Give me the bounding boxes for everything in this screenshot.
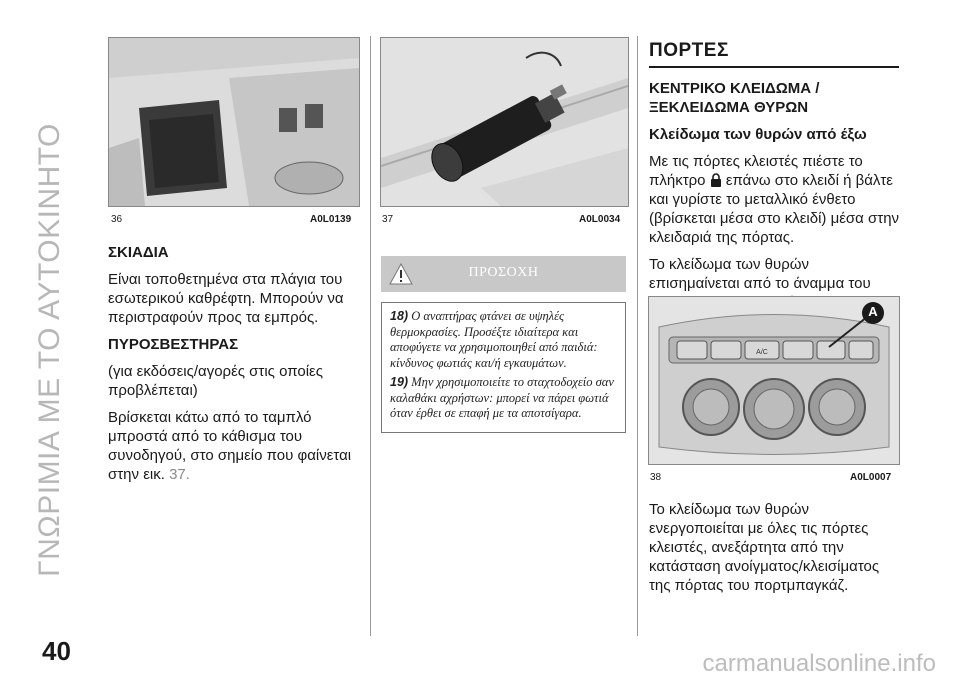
section-heading-doors: ΠΟΡΤΕΣ	[649, 40, 899, 68]
warning-item-18: 18) Ο αναπτήρας φτάνει σε υψηλές θερμοκρασίες. Προσέξτε ιδιαίτερα και αποφύγετε να χρησιμοποιηθεί από παιδιά: κίνδυνος φωτιάς και/ή εγκαυμάτων.	[390, 309, 598, 370]
figure-36-sun-visor	[108, 37, 360, 207]
padlock-icon	[710, 173, 722, 187]
paragraph-locking-activation: Το κλείδωμα των θυρών ενεργοποιείται με όλες τις πόρτες κλειστές, ανεξάρτητα από την κατάσταση ανοίγματος/κλεισίματος της πόρτας του πορτμπαγκάζ.	[649, 501, 880, 594]
paragraph-extinguisher-location: Βρίσκεται κάτω από το ταμπλό μπροστά από το κάθισμα του συνοδηγού, στο σημείο που φαίνεται στην εικ. 37.	[108, 409, 352, 483]
paragraph-led-indicator: Το κλείδωμα των θυρών επισημαίνεται από το άναμμα του	[649, 255, 901, 331]
column-divider-2	[637, 36, 638, 636]
figure-38-code: A0L0007	[850, 472, 892, 483]
svg-text:A/C: A/C	[756, 349, 768, 356]
warning-item-19: 19) Μην χρησιμοποιείτε το σταχτοδοχείο σαν καλαθάκι αχρήστων: μπορεί να πάρει φωτιά όταν έρθει σε επαφή με τα αποτσίγαρα.	[390, 375, 614, 420]
figure-38-dashboard-buttons	[648, 296, 900, 465]
section-heading-rule	[649, 66, 899, 68]
warning-header	[381, 256, 626, 292]
column-1-text	[108, 243, 360, 492]
heading-sun-visors: ΣΚΙΑΔΙΑ	[108, 244, 169, 261]
column-3-text-bottom	[649, 500, 901, 603]
figure-37-extinguisher	[380, 37, 629, 207]
paragraph-sun-visors: Είναι τοποθετημένα στα πλάγια του εσωτερικού καθρέφτη. Μπορούν να περιστραφούν προς τα εμπρός.	[108, 271, 344, 326]
warning-box	[381, 256, 626, 433]
heading-locking-from-outside: Κλείδωμα των θυρών από έξω	[649, 126, 867, 143]
fire-extinguisher-illustration	[381, 38, 628, 206]
watermark: carmanualsonline.info	[702, 650, 936, 677]
figure-37-number: 37	[382, 214, 394, 225]
dashboard-control-panel-illustration	[649, 297, 899, 464]
figure-reference-37[interactable]: 37.	[169, 466, 190, 483]
paragraph-extinguisher-versions: (για εκδόσεις/αγορές στις οποίες προβλέπεται)	[108, 363, 323, 399]
subheading-central-locking: ΚΕΝΤΡΙΚΟ ΚΛΕΙΔΩΜΑ / ΞΕΚΛΕΙΔΩΜΑ ΘΥΡΩΝ	[649, 80, 820, 116]
page-number: 40	[42, 636, 71, 666]
figure-38-callout-label: A	[868, 304, 878, 319]
figure-37-code: A0L0034	[579, 214, 621, 225]
warning-body	[381, 302, 626, 433]
warning-title: ΠΡΟΣΟΧΗ	[468, 265, 539, 280]
sidebar-chapter-title: ΓΝΩΡΙΜΙΑ ΜΕ ΤΟ ΑΥΤΟΚΙΝΗΤΟ	[33, 123, 66, 577]
sun-visor-illustration	[109, 38, 359, 206]
heading-fire-extinguisher: ΠΥΡΟΣΒΕΣΤΗΡΑΣ	[108, 336, 239, 353]
paragraph-lock-button: Με τις πόρτες κλειστές πιέστε το πλήκτρο επάνω στο κλειδί ή βάλτε και γυρίστε το μεταλλικό ένθετο (βρίσκεται μέσα στο κλειδί) μέσα στην κλειδαριά της πόρτας.	[649, 153, 900, 246]
figure-36-code: A0L0139	[310, 214, 352, 225]
figure-38-number: 38	[650, 472, 662, 483]
column-divider-1	[370, 36, 371, 636]
figure-36-number: 36	[111, 214, 123, 225]
